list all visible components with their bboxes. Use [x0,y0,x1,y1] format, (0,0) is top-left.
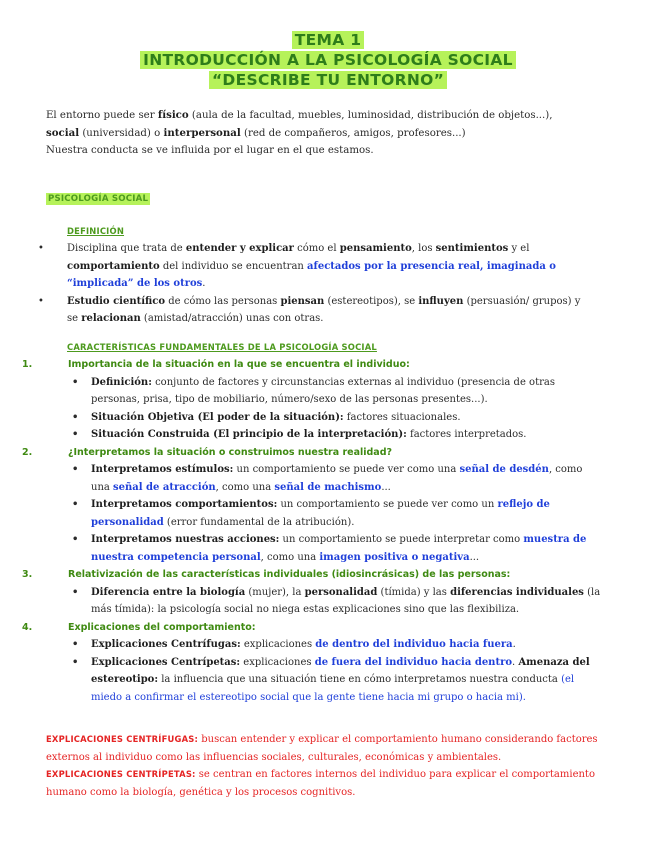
text-run: . [512,656,519,668]
text-run: , los [411,243,436,254]
title-line-2: INTRODUCCIÓN A LA PSICOLOGÍA SOCIAL [140,51,516,69]
text-run: (estereotipos), se [324,295,419,307]
list-item [68,496,602,531]
text-run: Disciplina que trata de [67,243,186,254]
text-run: . [512,639,516,650]
text-run: Importancia de la situación en la que se encuentra el individuo: [68,359,410,370]
text-run: cómo el [293,243,340,254]
bold-text: de dentro del individuo hacia fuera [315,639,513,650]
bold-text: relacionan [81,313,141,324]
text-run: un comportamiento se puede interpretar como [279,534,524,545]
list-item [22,356,602,444]
list-item [22,444,602,567]
intro-paragraph [46,107,612,160]
bold-text: piensan [280,295,325,307]
list-item [68,374,602,409]
text-run: 4. [22,621,33,633]
text-run: explicaciones [240,656,315,668]
bold-text: señal de desdén [459,464,549,475]
text-run: (error fundamental de la atribución). [163,516,355,528]
text-run: (tímida) y las [377,586,451,598]
list-item [68,531,602,566]
text-run: 1. [22,359,33,370]
note-label: EXPLICACIONES CENTRÍFUGAS: [46,734,199,744]
text-run: (la más tímida): la psicología social no niega estas explicaciones sino que las flexibiliza. [91,586,601,615]
bold-text: afectados por la presencia real, imaginada o “implicada” de los otros [67,260,556,289]
intro-text: (aula de la facultad, muebles, luminosidad, distribución de objetos...), [188,110,553,121]
bold-text: señal de machismo [274,481,382,493]
text-run: (mujer), la [245,586,305,598]
characteristics-title: CARACTERÍSTICAS FUNDAMENTALES DE LA PSICOLOGÍA SOCIAL [67,342,377,352]
text-run: , como una [215,481,275,493]
bold-text: entender y explicar [185,243,294,254]
list-item [22,619,602,707]
text-run: (el miedo a confirmar el estereotipo social que la gente tiene hacia mi grupo o hacia mi). [91,674,575,703]
centripetal-note [46,766,612,801]
bold-text: Interpretamos nuestras acciones: [91,534,280,545]
text-run: 2. [22,446,33,458]
bold-text: sentimientos [435,243,509,254]
bold-text: reflejo de personalidad [91,499,550,528]
characteristics-list [22,356,602,706]
bold-text: Situación Objetiva (El poder de la situación): [91,411,344,423]
text-run: factores situacionales. [343,411,461,423]
definition-title: DEFINICIÓN [67,226,125,236]
text-run: un comportamiento se puede ver como una [233,464,460,475]
text-run: conjunto de factores y circunstancias externas al individuo (presencia de otras personas, prisa, tipo de mobiliario, número/sexo de las personas presentes...). [91,376,555,405]
bold-text: Explicaciones Centrípetas: [91,656,241,668]
document-title [0,30,656,90]
bold-text: Interpretamos estímulos: [91,464,234,475]
text-run: ¿Interpretamos la situación o construimos nuestra realidad? [68,446,393,458]
intro-text: (red de compañeros, amigos, profesores...) [240,127,466,139]
intro-text: (universidad) o [79,127,164,139]
bold-text: influyen [418,295,464,307]
text-run: la influencia que una situación tiene en cómo interpretamos nuestra conducta [158,674,562,685]
text-run: Explicaciones del comportamiento: [68,621,256,633]
text-run: Relativización de las características individuales (idiosincrásicas) de las personas: [68,569,511,580]
text-run: (persuasión/ grupos) y se [67,295,581,324]
list-item [34,293,590,328]
section-title [46,194,150,204]
bold-text: pensamiento [339,243,412,254]
definition-list [34,240,590,328]
intro-text: El entorno puede ser [46,110,158,121]
note-text: buscan entender y explicar el comportamiento humano considerando factores externos al individuo como las influencias sociales, culturales, económicas y ambientales. [46,734,598,763]
bold-text: Diferencia entre la biología [91,586,246,598]
text-run: (amistad/atracción) unas con otras. [140,313,324,324]
intro-bold: físico [157,109,189,121]
text-run: de cómo las personas [165,295,281,307]
text-run: . [202,278,206,289]
list-item [34,240,590,293]
centrifugal-note [46,731,612,766]
text-run: , como una [91,464,583,493]
text-run: ... [381,481,391,493]
section-title-text: PSICOLOGÍA SOCIAL [48,194,149,204]
list-item [68,426,602,444]
bold-text: muestra de nuestra competencia personal [91,534,587,563]
bold-text: diferencias individuales [450,586,584,598]
text-run: factores interpretados. [406,429,527,440]
bold-text: Estudio científico [67,295,166,307]
bold-text: Amenaza del estereotipo: [91,656,590,685]
list-item [22,566,602,619]
list-item [68,461,602,496]
list-item [68,636,602,654]
bold-text: Situación Construida (El principio de la interpretación): [91,429,407,440]
bold-text: imagen positiva o negativa [319,551,470,563]
list-item [68,584,602,619]
title-line-1: TEMA 1 [292,31,365,49]
text-run: explicaciones [240,639,316,650]
intro-bold: interpersonal [163,126,241,139]
text-run: 3. [22,569,33,580]
intro-bold: social [46,126,80,139]
bold-text: Definición: [91,376,152,388]
bold-text: personalidad [304,586,378,598]
bold-text: señal de atracción [113,481,216,493]
note-text: se centran en factores internos del individuo para explicar el comportamiento humano como la biología, genética y los procesos cognitivos. [46,769,595,798]
text-run: un comportamiento se puede ver como un [277,499,498,510]
text-run: , como una [260,551,320,563]
bold-text: Explicaciones Centrífugas: [91,639,241,650]
title-line-3: “DESCRIBE TU ENTORNO” [209,71,447,89]
bold-text: de fuera del individuo hacia dentro [314,656,513,668]
text-run: ... [469,551,480,563]
list-item [68,409,602,427]
text-run: del individuo se encuentran [159,260,308,272]
text-run: y el [508,243,530,254]
note-label: EXPLICACIONES CENTRÍPETAS: [46,769,196,779]
bold-text: Interpretamos comportamientos: [91,499,278,510]
bold-text: comportamiento [67,260,160,272]
intro-text: Nuestra conducta se ve influida por el lugar en el que estamos. [46,145,374,156]
list-item [68,654,602,707]
